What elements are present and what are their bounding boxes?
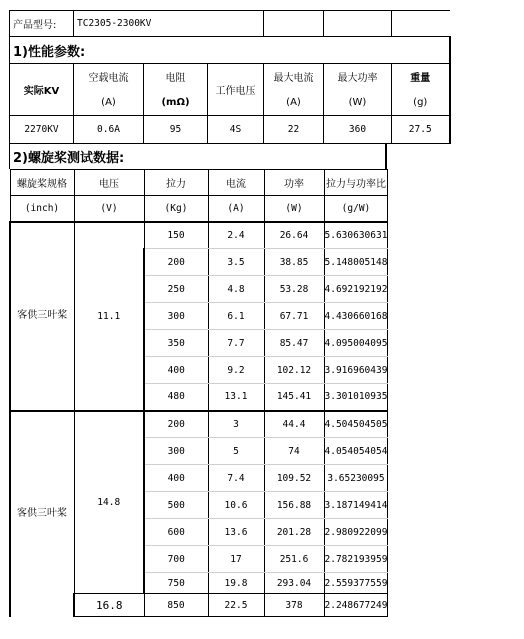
- value-weight: 27.5: [392, 116, 450, 144]
- power-cell: 378: [264, 594, 324, 617]
- thrust-cell: 600: [144, 519, 208, 546]
- current-cell: 6.1: [208, 303, 264, 330]
- value-actual-kv: 2270KV: [10, 116, 74, 144]
- current-cell: 13.6: [208, 519, 264, 546]
- header-actual-kv: 实际KV: [10, 64, 74, 116]
- ratio-cell: 4.095004095: [324, 330, 388, 357]
- power-cell: 156.88: [264, 492, 324, 519]
- thrust-cell: 750: [144, 573, 208, 594]
- model-empty-cell: [392, 11, 450, 37]
- header-max-power: 最大功率: [324, 64, 392, 90]
- unit-resistance: (mΩ): [144, 90, 208, 116]
- value-voltage: 4S: [208, 116, 264, 144]
- propeller-test-table: [9, 169, 388, 617]
- power-cell: 201.28: [264, 519, 324, 546]
- thrust-cell: 700: [144, 546, 208, 573]
- section1-title: 1)性能参数:: [10, 37, 450, 64]
- thrust-cell: 300: [144, 438, 208, 465]
- current-cell: 19.8: [208, 573, 264, 594]
- current-cell: 9.2: [208, 357, 264, 384]
- ratio-cell: 3.916960439: [324, 357, 388, 384]
- power-cell: 145.41: [264, 384, 324, 411]
- thrust-cell: 300: [144, 303, 208, 330]
- header-ratio: 拉力与功率比: [324, 170, 388, 196]
- power-cell: 67.71: [264, 303, 324, 330]
- power-cell: 102.12: [264, 357, 324, 384]
- current-cell: 13.1: [208, 384, 264, 411]
- ratio-cell: 3.65230095: [324, 465, 388, 492]
- ratio-cell: 3.301010935: [324, 384, 388, 411]
- power-cell: 293.04: [264, 573, 324, 594]
- table-row: [10, 222, 388, 249]
- header-noload-current: 空载电流: [74, 64, 144, 90]
- header-working-voltage: 工作电压: [208, 64, 264, 116]
- power-cell: 26.64: [264, 222, 324, 249]
- thrust-cell: 400: [144, 357, 208, 384]
- current-cell: 10.6: [208, 492, 264, 519]
- power-cell: 109.52: [264, 465, 324, 492]
- thrust-cell: 350: [144, 330, 208, 357]
- header-max-current: 最大电流: [264, 64, 324, 90]
- current-cell: 3.5: [208, 249, 264, 276]
- header-weight: 重量: [392, 64, 450, 90]
- table-row: [10, 411, 388, 438]
- ratio-cell: 2.559377559: [324, 573, 388, 594]
- model-empty-cell: [264, 11, 324, 37]
- power-cell: 74: [264, 438, 324, 465]
- current-cell: 2.4: [208, 222, 264, 249]
- header-resistance: 电阻: [144, 64, 208, 90]
- power-cell: 53.28: [264, 276, 324, 303]
- ratio-cell: 2.980922099: [324, 519, 388, 546]
- unit-power: (W): [264, 196, 324, 222]
- performance-table: [9, 10, 451, 144]
- ratio-cell: 2.782193959: [324, 546, 388, 573]
- current-cell: 4.8: [208, 276, 264, 303]
- current-cell: 3: [208, 411, 264, 438]
- current-cell: 7.7: [208, 330, 264, 357]
- model-value: TC2305-2300KV: [74, 11, 264, 37]
- last-voltage: 16.8: [74, 594, 144, 617]
- ratio-cell: 5.148005148: [324, 249, 388, 276]
- ratio-cell: 4.430660168: [324, 303, 388, 330]
- thrust-cell: 250: [144, 276, 208, 303]
- current-cell: 7.4: [208, 465, 264, 492]
- ratio-cell: 3.187149414: [324, 492, 388, 519]
- model-label: 产品型号:: [10, 11, 74, 37]
- header-current: 电流: [208, 170, 264, 196]
- unit-thrust: (Kg): [144, 196, 208, 222]
- ratio-cell: 4.054054054: [324, 438, 388, 465]
- unit-max-power: (W): [324, 90, 392, 116]
- model-empty-cell: [324, 11, 392, 37]
- header-thrust: 拉力: [144, 170, 208, 196]
- ratio-cell: 4.504504505: [324, 411, 388, 438]
- thrust-cell: 500: [144, 492, 208, 519]
- spec-sheet: [9, 10, 451, 617]
- group1-voltage: 11.1: [74, 222, 144, 411]
- unit-current: (A): [208, 196, 264, 222]
- group1-prop: 客供三叶桨: [10, 222, 74, 411]
- header-voltage: 电压: [74, 170, 144, 196]
- header-prop-spec: 螺旋桨规格: [10, 170, 74, 196]
- value-max-current: 22: [264, 116, 324, 144]
- unit-ratio: (g/W): [324, 196, 388, 222]
- current-cell: 22.5: [208, 594, 264, 617]
- thrust-cell: 200: [144, 249, 208, 276]
- header-power: 功率: [264, 170, 324, 196]
- value-resistance: 95: [144, 116, 208, 144]
- thrust-cell: 480: [144, 384, 208, 411]
- value-max-power: 360: [324, 116, 392, 144]
- section2-title: 2)螺旋桨测试数据:: [10, 144, 386, 169]
- current-cell: 5: [208, 438, 264, 465]
- thrust-cell: 200: [144, 411, 208, 438]
- power-cell: 44.4: [264, 411, 324, 438]
- unit-voltage: (V): [74, 196, 144, 222]
- thrust-cell: 150: [144, 222, 208, 249]
- group2-voltage: 14.8: [74, 411, 144, 594]
- thrust-cell: 850: [144, 594, 208, 617]
- ratio-cell: 5.630630631: [324, 222, 388, 249]
- group2-prop: 客供三叶桨: [10, 411, 74, 617]
- unit-weight: (g): [392, 90, 450, 116]
- thrust-cell: 400: [144, 465, 208, 492]
- power-cell: 251.6: [264, 546, 324, 573]
- power-cell: 85.47: [264, 330, 324, 357]
- current-cell: 17: [208, 546, 264, 573]
- ratio-cell: 2.248677249: [324, 594, 388, 617]
- ratio-cell: 4.692192192: [324, 276, 388, 303]
- power-cell: 38.85: [264, 249, 324, 276]
- section2-title-table: [9, 144, 387, 169]
- unit-noload-current: (A): [74, 90, 144, 116]
- unit-prop-spec: (inch): [10, 196, 74, 222]
- unit-max-current: (A): [264, 90, 324, 116]
- value-noload-current: 0.6A: [74, 116, 144, 144]
